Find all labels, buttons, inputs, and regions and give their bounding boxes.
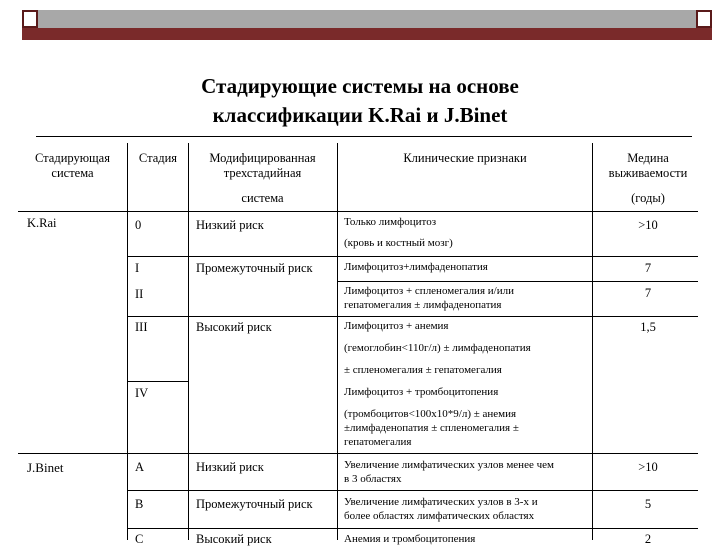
row-line-2 — [127, 316, 698, 317]
rai-stage-1: I — [135, 261, 140, 275]
row-line-rai-end — [18, 453, 698, 454]
binet-risk-b: Промежуточный риск — [196, 497, 313, 511]
col-line-2 — [188, 143, 189, 540]
rai-signs-1: Лимфоцитоз+лимфаденопатия — [344, 261, 488, 273]
rai-signs-0: Только лимфоцитоз (кровь и костный мозг) — [344, 216, 453, 249]
rai-signs-4: Лимфоцитоз + тромбоцитопения (тромбоцитов<100х10*9/л) ± анемия ±лимфаденопатия ± спленомегалия ± гепатомегалия — [344, 386, 519, 448]
binet-risk-a: Низкий риск — [196, 460, 264, 474]
header-survival: Медина выживаемости (годы) — [608, 151, 688, 205]
rai-risk-0: Низкий риск — [196, 218, 264, 232]
header-maroon-band — [22, 28, 712, 40]
col-line-3 — [337, 143, 338, 540]
header-modified-system: Модифицированная трехстадийная система — [209, 151, 316, 205]
header-gray-band — [22, 10, 712, 28]
header-system: Стадирующая система — [35, 151, 110, 180]
binet-signs-a: Увеличение лимфатических узлов менее чем в 3 областях — [344, 459, 554, 485]
binet-signs-c: Анемия и тромбоцитопения — [344, 533, 476, 545]
title-line-2: классификации K.Rai и J.Binet — [212, 103, 508, 127]
system-name-rai: K.Rai — [27, 216, 57, 230]
binet-stage-b: B — [135, 497, 144, 511]
title-underline — [36, 136, 692, 137]
row-line-header — [18, 211, 698, 212]
rai-survival-1: 7 — [644, 261, 652, 275]
slide-title — [0, 72, 720, 130]
header-stage: Стадия — [138, 151, 178, 165]
binet-stage-c: C — [135, 532, 144, 546]
rai-risk-3: Высокий риск — [196, 320, 272, 334]
binet-risk-c: Высокий риск — [196, 532, 272, 546]
binet-survival-a: >10 — [638, 460, 658, 474]
rai-stage-0: 0 — [135, 218, 142, 232]
col-line-1 — [127, 143, 128, 540]
row-line-0 — [127, 256, 698, 257]
rai-survival-3: 1,5 — [640, 320, 656, 334]
row-line-3 — [127, 381, 188, 382]
header-square-left — [22, 10, 38, 28]
col-line-4 — [592, 143, 593, 540]
title-line-1: Стадирующие системы на основе — [201, 74, 519, 98]
rai-stage-3: III — [135, 320, 148, 334]
row-line-1 — [337, 281, 698, 282]
rai-signs-2: Лимфоцитоз + спленомегалия и/или гепатомегалия ± лимфаденопатия — [344, 285, 514, 311]
binet-signs-b: Увеличение лимфатических узлов в 3-х и более областях лимфатических областях — [344, 496, 538, 522]
rai-signs-3: Лимфоцитоз + анемия (гемоглобин<110г/л) ± лимфаденопатия ± спленомегалия ± гепатомегалия — [344, 320, 531, 376]
rai-stage-4: IV — [135, 386, 149, 400]
slide-header-bar — [22, 10, 712, 42]
binet-survival-b: 5 — [644, 497, 652, 511]
header-clinical-signs: Клинические признаки — [403, 151, 527, 165]
rai-risk-1: Промежуточный риск — [196, 261, 313, 275]
header-square-right — [696, 10, 712, 28]
system-name-binet: J.Binet — [27, 460, 64, 475]
binet-survival-c: 2 — [644, 532, 652, 546]
binet-stage-a: A — [135, 460, 145, 474]
rai-survival-2: 7 — [644, 286, 652, 300]
row-line-b — [127, 528, 698, 529]
row-line-a — [127, 490, 698, 491]
rai-stage-2: II — [135, 287, 144, 301]
rai-survival-0: >10 — [638, 218, 658, 232]
